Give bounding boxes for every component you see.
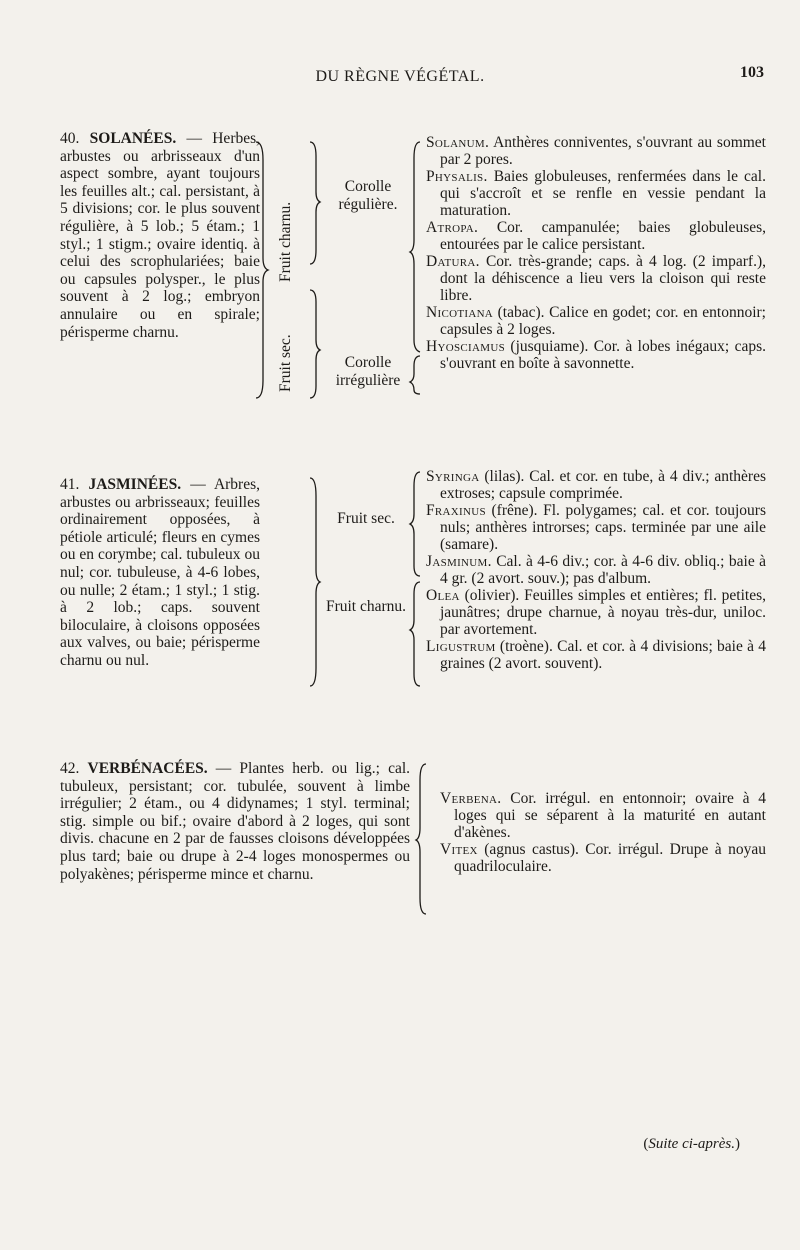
family-name: SOLANÉES. xyxy=(89,130,177,147)
family-text: — Arbres, arbustes ou arbrisseaux; feuilles ordinairement opposées, à pétiole articulé; fleurs en cymes ou en corymbe; cal. tubuleux ou nul; cor. tubuleuse, à 4-6 lobes, ou nulle; 2 étam.; 1 styl.; 1 stig. à 2 lob.; caps. souvent biloculaire, à cloisons opposées aux valves, ou baie; périsperme charnu ou nul. xyxy=(60,476,260,669)
brace-jasminees-genera xyxy=(408,470,424,690)
label-fruit-sec: Fruit sec. xyxy=(277,334,294,392)
label-fruit-sec: Fruit sec. xyxy=(337,510,395,527)
genus-entry: Physalis. Baies globuleuses, renfermées dans le cal. qui s'accroît et se renfle en vessie pendant la maturation. xyxy=(426,168,766,219)
genus-entry: Verbena. Cor. irrégul. en entonnoir; ovaire à 4 loges qui se séparent à la maturité en autant d'akènes. xyxy=(440,790,766,841)
genus-entry: Syringa (lilas). Cal. et cor. en tube, à 4 div.; anthères extroses; capsule comprimée. xyxy=(426,468,767,502)
page-number: 103 xyxy=(740,64,764,81)
label-corolle-irreguliere: Corolle irrégulière xyxy=(335,354,401,389)
brace-verbenacees-genera xyxy=(414,762,430,918)
genus-entry: Ligustrum (troène). Cal. et cor. à 4 divisions; baie à 4 graines (2 avort. souvent). xyxy=(426,638,767,672)
genus-entry: Jasminum. Cal. à 4-6 div.; cor. à 4-6 div. obliq.; baie à 4 gr. (2 avort. souv.); pas d'album. xyxy=(426,553,766,587)
genus-entry: Atropa. Cor. campanulée; baies globuleuses, entourées par le calice persistant. xyxy=(426,219,767,253)
genus-entry: Fraxinus (frêne). Fl. polygames; cal. et cor. toujours nuls; anthères introrses; caps. terminée par une aile (samare). xyxy=(426,502,766,553)
running-header: DU RÈGNE VÉGÉTAL. xyxy=(315,68,485,85)
family-name: JASMINÉES. xyxy=(88,476,182,493)
family-description-verbenacees xyxy=(60,760,410,883)
genera-list-jasminees xyxy=(426,468,766,672)
family-number: 41. xyxy=(60,476,80,493)
label-corolle-reguliere: Corolle régulière. xyxy=(338,178,398,213)
label-fruit-charnu: Fruit charnu. xyxy=(277,201,294,282)
brace-solanees-main xyxy=(254,140,270,400)
brace-solanees-fruit xyxy=(306,140,322,400)
family-text: — Herbes, arbustes ou arbrisseaux d'un aspect sombre, ayant toujours les feuilles alt.; cal. persistant, à 5 divisions; cor. le plus souvent régulière, à 5 lob.; 5 étam.; 1 styl.; 1 stigm.; ovaire identiq. à celui des scrophulariées; baie ou capsules polysper., le plus souvent à 2 log.; embryon annulaire ou en spirale; périsperme charnu. xyxy=(60,130,261,341)
family-description-jasminees xyxy=(60,476,260,670)
family-description-solanees xyxy=(60,130,260,341)
family-number: 42. xyxy=(60,760,80,777)
family-text: — Plantes herb. ou lig.; cal. tubuleux, persistant; cor. tubulée, souvent à limbe irrégulier; 2 étam., ou 4 didynames; 1 styl. terminal; stig. simple ou bif.; ovaire d'abord à 2 loges, qui sont divis. chacune en 2 par de fausses cloisons développées plus tard; baie ou drupe à 2-4 loges monospermes ou polyakènes; périsperme mince et charnu. xyxy=(60,760,411,883)
family-name: VERBÉNACÉES. xyxy=(87,760,208,777)
genus-entry: Vitex (agnus castus). Cor. irrégul. Drupe à noyau quadriloculaire. xyxy=(440,841,766,875)
genera-list-solanees xyxy=(426,134,766,372)
family-number: 40. xyxy=(60,130,80,147)
genus-entry: Solanum. Anthères conniventes, s'ouvrant au sommet par 2 pores. xyxy=(426,134,766,168)
genus-entry: Datura. Cor. très-grande; caps. à 4 log. (2 imparf.), dont la déhiscence a lieu vers la cloison qui reste libre. xyxy=(426,253,766,304)
brace-solanees-genera xyxy=(408,140,424,396)
genus-entry: Hyosciamus (jusquiame). Cor. à lobes inégaux; caps. s'ouvrant en boîte à savonnette. xyxy=(426,338,766,372)
continuation-note: (Suite ci-après.) xyxy=(643,1136,740,1152)
label-fruit-charnu: Fruit charnu. xyxy=(325,598,407,615)
genus-entry: Nicotiana (tabac). Calice en godet; cor. en entonnoir; capsules à 2 loges. xyxy=(426,304,766,338)
brace-jasminees-main xyxy=(306,476,322,688)
genera-list-verbenacees xyxy=(440,790,766,875)
genus-entry: Olea (olivier). Feuilles simples et entières; fl. petites, jaunâtres; drupe charnue, à noyau très-dur, uniloc. par avortement. xyxy=(426,587,767,638)
